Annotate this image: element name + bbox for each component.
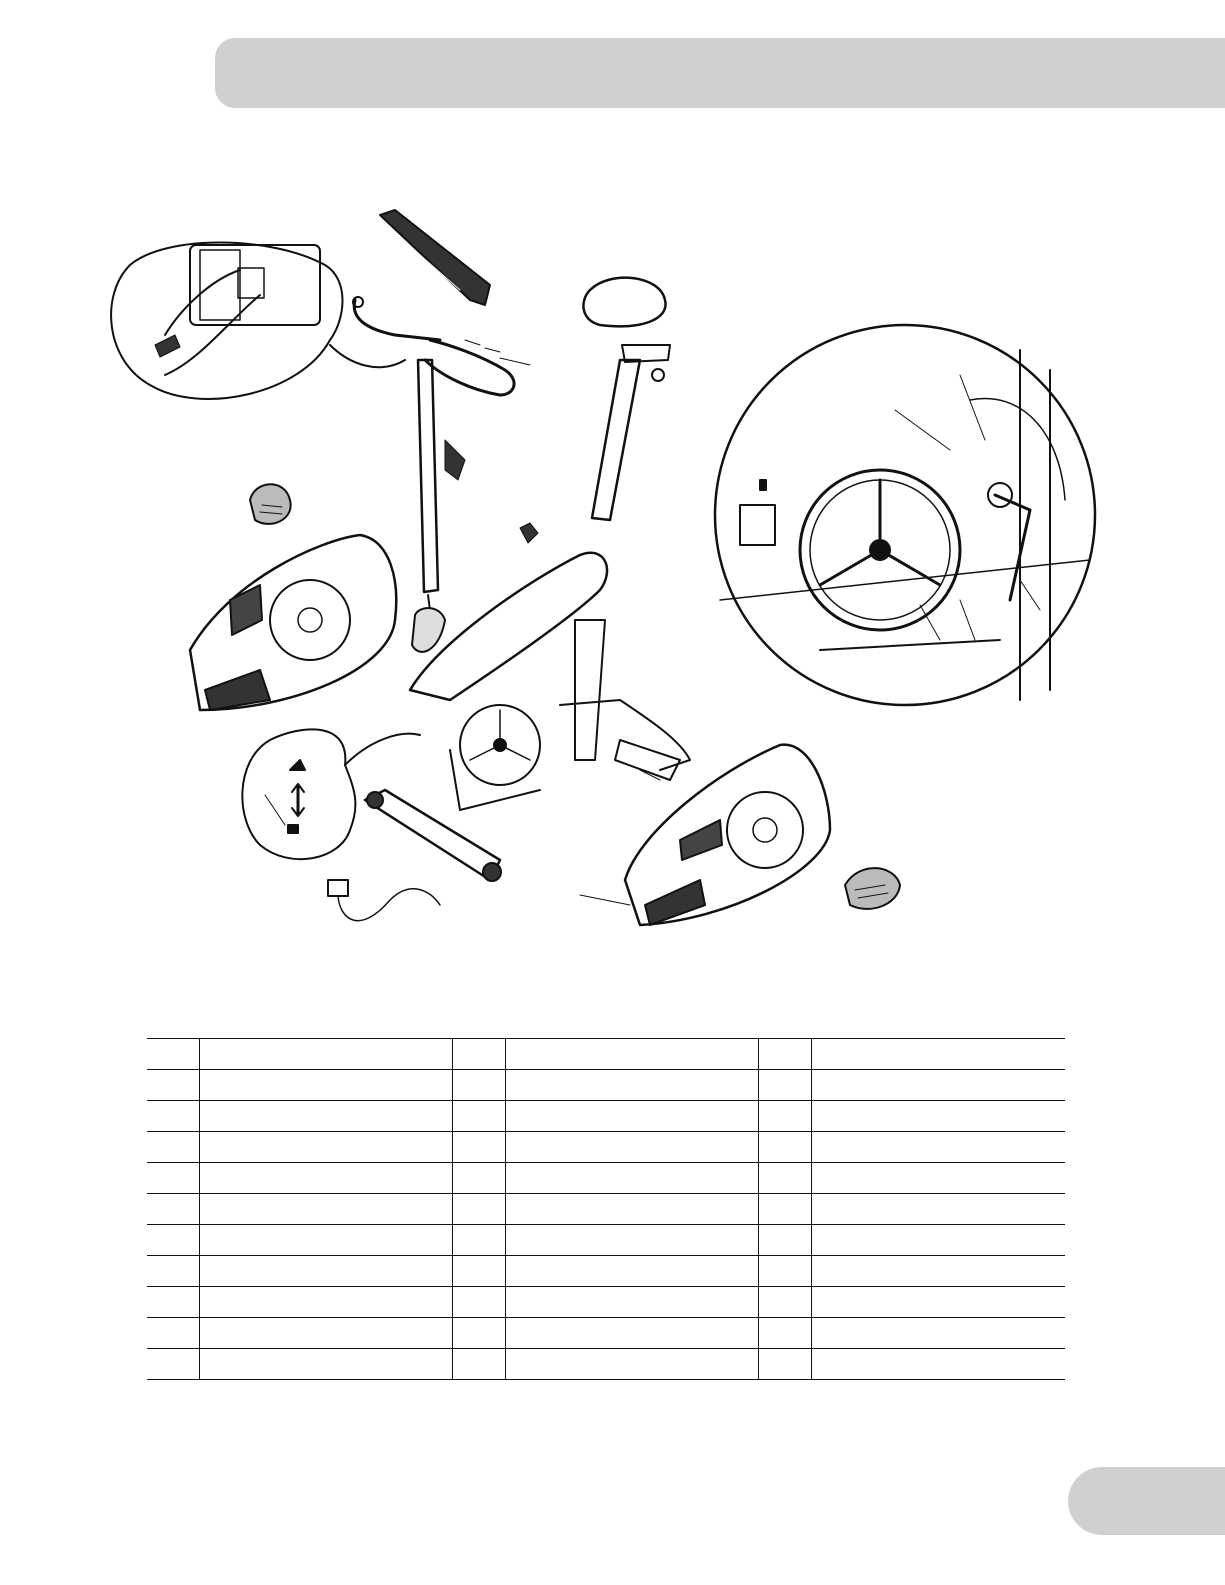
table-cell: [812, 1225, 1065, 1256]
seat-post: [592, 345, 670, 520]
table-cell: [759, 1287, 812, 1318]
table-cell: [812, 1101, 1065, 1132]
table-row: [147, 1132, 1065, 1163]
table-cell: [453, 1070, 506, 1101]
table-cell: [812, 1039, 1065, 1070]
table-cell: [759, 1163, 812, 1194]
table-row: [147, 1256, 1065, 1287]
table-cell: [147, 1256, 200, 1287]
table-row: [147, 1070, 1065, 1101]
table-cell: [506, 1070, 759, 1101]
table-row: [147, 1287, 1065, 1318]
table-cell: [453, 1318, 506, 1349]
handlebar: [353, 297, 530, 395]
table-row: [147, 1194, 1065, 1225]
table-cell: [147, 1132, 200, 1163]
drivetrain-detail-callout: [715, 325, 1095, 705]
table-cell: [200, 1070, 453, 1101]
console-unit: [380, 210, 490, 305]
table-row: [147, 1101, 1065, 1132]
table-cell: [759, 1256, 812, 1287]
table-cell: [812, 1163, 1065, 1194]
table-cell: [759, 1101, 812, 1132]
table-cell: [506, 1039, 759, 1070]
table-cell: [147, 1287, 200, 1318]
table-cell: [147, 1349, 200, 1380]
table-cell: [506, 1194, 759, 1225]
table-cell: [147, 1225, 200, 1256]
table-cell: [759, 1070, 812, 1101]
table-row: [147, 1318, 1065, 1349]
parts-list-table: [147, 1038, 1065, 1380]
table-cell: [453, 1132, 506, 1163]
table-cell: [147, 1163, 200, 1194]
table-cell: [147, 1039, 200, 1070]
table-cell: [812, 1256, 1065, 1287]
table-cell: [453, 1256, 506, 1287]
table-cell: [506, 1318, 759, 1349]
table-cell: [200, 1101, 453, 1132]
table-cell: [812, 1070, 1065, 1101]
table-cell: [453, 1349, 506, 1380]
table-cell: [759, 1194, 812, 1225]
table-cell: [200, 1039, 453, 1070]
right-shroud: [580, 745, 830, 925]
power-adapter: [328, 880, 440, 921]
table-cell: [812, 1349, 1065, 1380]
table-cell: [453, 1194, 506, 1225]
table-cell: [200, 1163, 453, 1194]
rear-stabilizer: [615, 740, 680, 780]
table-cell: [812, 1132, 1065, 1163]
table-cell: [453, 1163, 506, 1194]
table-cell: [506, 1132, 759, 1163]
right-pedal: [845, 868, 900, 909]
table-cell: [200, 1318, 453, 1349]
table-row: [147, 1039, 1065, 1070]
table-cell: [506, 1163, 759, 1194]
table-row: [147, 1163, 1065, 1194]
adjustment-knob: [520, 523, 538, 543]
table-cell: [453, 1101, 506, 1132]
table-cell: [812, 1287, 1065, 1318]
table-cell: [812, 1318, 1065, 1349]
table-cell: [506, 1256, 759, 1287]
table-cell: [759, 1039, 812, 1070]
table-cell: [147, 1318, 200, 1349]
table-cell: [453, 1225, 506, 1256]
table-cell: [200, 1194, 453, 1225]
table-cell: [200, 1349, 453, 1380]
left-shroud: [190, 535, 396, 710]
table-cell: [453, 1039, 506, 1070]
table-cell: [759, 1318, 812, 1349]
table-cell: [147, 1101, 200, 1132]
table-cell: [506, 1225, 759, 1256]
table-cell: [147, 1194, 200, 1225]
table-cell: [759, 1349, 812, 1380]
table-cell: [453, 1287, 506, 1318]
table-cell: [812, 1194, 1065, 1225]
table-cell: [759, 1225, 812, 1256]
left-pedal: [250, 484, 291, 524]
table-cell: [506, 1287, 759, 1318]
table-cell: [506, 1349, 759, 1380]
table-cell: [200, 1256, 453, 1287]
table-cell: [200, 1287, 453, 1318]
table-row: [147, 1225, 1065, 1256]
front-stabilizer: [365, 790, 501, 881]
page-number-tab: [1068, 1467, 1225, 1535]
table-cell: [200, 1225, 453, 1256]
table-cell: [506, 1101, 759, 1132]
table-cell: [759, 1132, 812, 1163]
table-cell: [147, 1070, 200, 1101]
table-cell: [200, 1132, 453, 1163]
seat: [583, 278, 665, 327]
table-row: [147, 1349, 1065, 1380]
console-mast: [412, 360, 465, 652]
